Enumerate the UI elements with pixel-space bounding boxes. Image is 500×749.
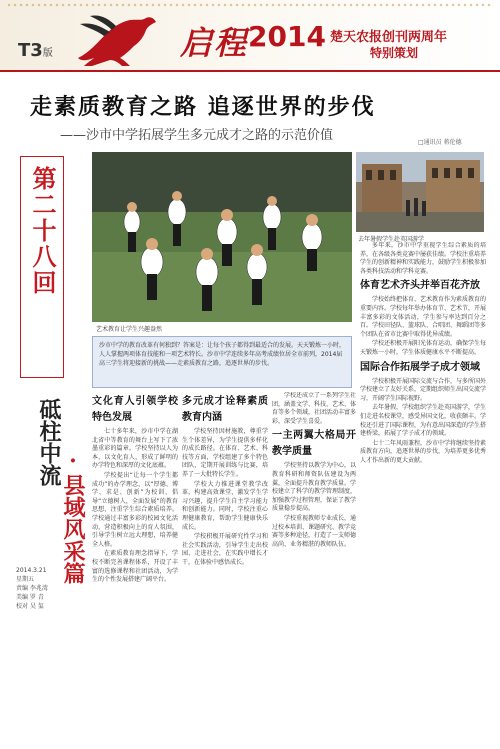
main-photo: [92, 152, 352, 322]
series-title-1: 砥柱中流: [36, 398, 62, 486]
page-number-suffix: 版: [42, 48, 53, 59]
special-feature-label: 特别策划: [370, 46, 419, 60]
issue-editor: 责编 李兆湾: [16, 585, 48, 592]
brand-title: 启程: [180, 24, 249, 62]
series-title-2: ·县域风采篇: [60, 448, 86, 584]
issue-proofreader: 校对 吴 玺: [16, 603, 44, 610]
body-paragraph: 多年来，沙市中学重视学生综合素质的培养，在各级各类竞赛中屡获佳绩。学校注重培养学生的创新精神和实践能力，鼓励学生积极参加各类科技活动和学科竞赛。: [360, 242, 486, 275]
issue-weekday: 星期五: [16, 576, 35, 583]
body-paragraph: 学校还成立了一系列学生社团，涵盖文学、科技、艺术、体育等多个领域，社团活动丰富多彩，深受学生喜爱。: [272, 392, 356, 425]
issue-date: 2014.3.21: [16, 567, 47, 574]
issue-meta: [16, 566, 76, 611]
section-heading: 体育艺术齐头并举百花齐放: [360, 280, 480, 292]
series-ordinal: 第二十八回: [28, 166, 57, 296]
dance-performance-illustration: [92, 152, 352, 322]
anniversary-slogan: 楚天农报创刊两周年: [330, 30, 448, 45]
body-paragraph: 学校坚持以教学为中心，以教育科研和师资队伍建设为两翼，全面提升教育教学质量。学校建立了科学的教学管理制度，加强教学过程管理，保证了教学质量稳步提高。: [272, 462, 356, 513]
body-paragraph: 学校始终把体育、艺术教育作为素质教育的重要内容。学校每年举办体育节、艺术节，开展丰富多彩的文体活动，学生参与率达到百分之百。学校田径队、篮球队、合唱团、舞蹈团等多个团队在省市比赛中取得优异成绩。: [360, 296, 486, 338]
text-column-2: [182, 392, 268, 746]
section-heading: 一主两翼大格局开教学质量: [272, 430, 356, 458]
side-photo-caption: 去年暑假学生赴英国游学: [358, 236, 425, 243]
body-paragraph: 七十二年风雨兼程，沙市中学将继续坚持素质教育方向，追逐世界的步伐，为培养更多优秀人才作出新的更大贡献。: [360, 439, 486, 464]
page-number-label: T3: [18, 40, 43, 61]
horse-logo-icon: [70, 12, 165, 68]
body-paragraph: 学校坚持因材施教，尊重学生个体差异，为学生提供多样化的成长路径。在体育、艺术、科技等方面，学校组建了多个特色团队，定期开展训练与比赛，培养了一大批特长学生。: [182, 428, 268, 478]
body-paragraph: 学校积极开展研究性学习和社会实践活动，引导学生走出校园、走进社会，在实践中增长才干，在体验中感悟成长。: [182, 533, 268, 566]
page-number: [18, 40, 53, 61]
text-column-3: [272, 392, 356, 746]
masthead-banner: [0, 0, 500, 72]
masthead-rule: [0, 70, 500, 72]
body-paragraph: 学校积极开展国际交流与合作，与多所国外学校建立了友好关系，定期组织师生出国交流学习，开阔学生国际视野。: [360, 377, 486, 402]
body-paragraph: 学校大力推进课堂教学改革，构建高效课堂，激发学生学习兴趣，提升学生自主学习能力和创新能力。同时，学校注重心理健康教育，帮助学生健康快乐成长。: [182, 480, 268, 531]
lead-summary: 沙市中学的教育改革有何独到？答案是：让每个孩子都得到最适合的发展。天天锻炼一小时，人人掌握两项体育技能和一项艺术特长。沙市中学连续多年高考成绩位居全市前列，2014届高三学生将迎接新的挑战——走素质教育之路，追逐世界的步伐。: [92, 336, 352, 388]
body-paragraph: 学校还积极开展阳光体育运动，确保学生每天锻炼一小时，学生体质健康水平不断提高。: [360, 340, 486, 356]
brand-year: 2014: [248, 20, 326, 53]
text-column-1: [92, 392, 178, 746]
body-paragraph: 学校重视教师专业成长，通过校本培训、课题研究、教学竞赛等多种途径，打造了一支师德高尚、业务精湛的教师队伍。: [272, 514, 356, 548]
body-paragraph: 在素质教育理念指导下，学校不断完善课程体系，开设了丰富的选修课程和社团活动，为学生的个性发展搭建广阔平台。: [92, 550, 178, 584]
issue-designer: 美编 罗 青: [16, 594, 44, 601]
body-paragraph: 七十多年来，沙市中学在湖北省中等教育的舞台上写下了浓墨重彩的篇章。学校坚持以人为本，以文化育人，形成了鲜明的办学特色和深厚的文化底蕴。: [92, 428, 178, 470]
body-paragraph: 去年暑假，学校组织学生赴英国游学，学生们走进名校课堂，感受异国文化，收获颇丰。学校还引进了国际课程，为有意出国深造的学生搭建桥梁，拓展了学子成才的领域。: [360, 404, 486, 438]
section-heading: 多元成才诠释素质教育内涵: [182, 396, 268, 423]
main-photo-caption: 艺术教育让学生兴趣盎然: [96, 326, 163, 333]
series-sidebar: [14, 148, 86, 748]
section-heading: 国际合作拓展学子成才领域: [360, 361, 480, 373]
article-headline: 走素质教育之路 追逐世界的步伐: [30, 94, 376, 120]
side-photo: [356, 152, 484, 232]
article-credit: □通讯员 蒋伦德: [418, 139, 462, 146]
decorative-dots: [6, 2, 494, 8]
section-heading: 文化育人引领学校特色发展: [92, 396, 178, 423]
text-column-4: [360, 242, 486, 746]
article-subhead: ——沙市中学拓展学生多元成才之路的示范价值: [60, 128, 334, 143]
campus-visit-illustration: [356, 152, 484, 232]
body-paragraph: 学校提出“让每一个学生都成功”的办学理念，以“厚德、博学、求是、创新”为校训，倡导“立德树人，全面发展”的教育思想，注重学生综合素质培养。学校通过丰富多彩的校园文化活动，营造积极向上的育人氛围，引导学生树立远大理想，培养健全人格。: [92, 471, 178, 548]
